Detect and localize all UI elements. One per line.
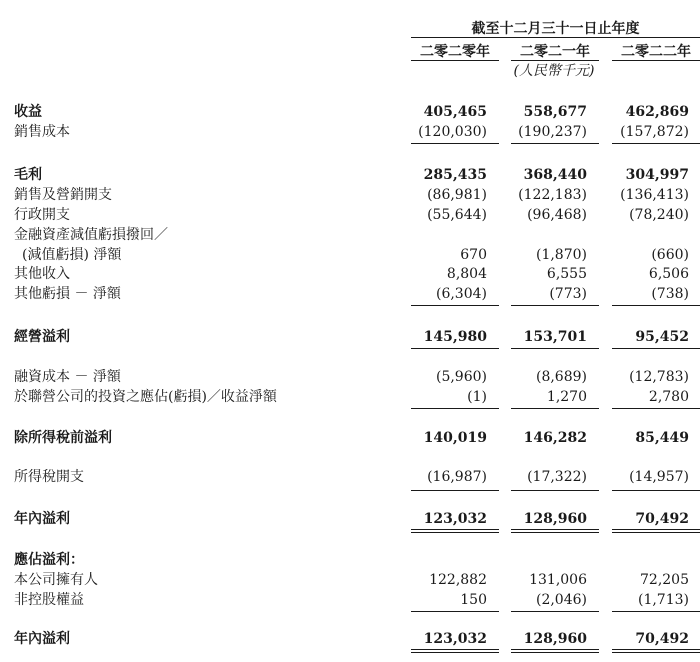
row-label: 金融資產減值虧損撥回／ (14, 227, 168, 243)
year-underline (411, 60, 499, 61)
cell-value: (1,713) (637, 592, 689, 608)
table-row (0, 185, 700, 205)
cell-value: (157,872) (620, 124, 689, 140)
header-rule (411, 37, 700, 38)
column-header-period: 截至十二月三十一日止年度 (471, 21, 640, 37)
underline (612, 305, 700, 306)
cell-value: (1,870) (535, 247, 587, 263)
cell-value: 462,869 (625, 104, 689, 120)
cell-value: 122,882 (429, 572, 487, 588)
cell-value: 405,465 (423, 104, 487, 120)
cell-value: (5,960) (435, 369, 487, 385)
cell-value: (12,783) (629, 369, 689, 385)
cell-value: 70,492 (635, 631, 689, 647)
table-row (0, 367, 700, 387)
underline (411, 408, 499, 409)
underline (511, 348, 599, 349)
cell-value: 304,997 (625, 167, 689, 183)
cell-value: (14,957) (629, 469, 689, 485)
underline (511, 611, 599, 612)
cell-value: 123,032 (423, 631, 487, 647)
cell-value: (6,304) (435, 286, 487, 302)
underline (511, 490, 599, 491)
cell-value: 128,960 (523, 631, 587, 647)
cell-value: 2,780 (648, 389, 689, 405)
table-row (0, 590, 700, 610)
double-underline (511, 529, 599, 533)
underline (511, 408, 599, 409)
cell-value: 128,960 (523, 511, 587, 527)
underline (411, 348, 499, 349)
double-underline (411, 529, 499, 533)
double-underline (411, 649, 499, 653)
underline (612, 490, 700, 491)
cell-value: (8,689) (535, 369, 587, 385)
cell-value: 150 (460, 592, 487, 608)
cell-value: (190,237) (518, 124, 587, 140)
row-label: 銷售及營銷開支 (14, 187, 112, 203)
cell-value: (55,644) (427, 207, 487, 223)
cell-value: (17,322) (527, 469, 587, 485)
cell-value: 285,435 (423, 167, 487, 183)
row-label: (減值虧損) 淨額 (22, 247, 122, 263)
underline (411, 143, 499, 144)
cell-value: 123,032 (423, 511, 487, 527)
cell-value: 131,006 (529, 572, 587, 588)
row-label: 本公司擁有人 (14, 572, 98, 588)
cell-value: (16,987) (427, 469, 487, 485)
underline (612, 408, 700, 409)
row-label: 年內溢利 (14, 511, 70, 527)
table-row (0, 467, 700, 487)
underline (411, 305, 499, 306)
unit-label: (人民幣千元) (513, 63, 595, 79)
cell-value: 1,270 (546, 389, 587, 405)
row-label: 所得稅開支 (14, 469, 84, 485)
row-label: 銷售成本 (14, 124, 70, 140)
year-header-2022: 二零二二年 (621, 44, 691, 60)
row-label: 於聯營公司的投資之應佔(虧損)／收益淨額 (14, 389, 277, 405)
table-row (0, 509, 700, 529)
table-row (0, 245, 700, 265)
table-row (0, 550, 700, 570)
table-row (0, 428, 700, 448)
cell-value: (660) (651, 247, 689, 263)
table-row (0, 327, 700, 347)
year-header-2020: 二零二零年 (420, 44, 490, 60)
cell-value: (120,030) (418, 124, 487, 140)
cell-value: 140,019 (423, 430, 487, 446)
row-label: 非控股權益 (14, 592, 84, 608)
double-underline (612, 649, 700, 653)
cell-value: (773) (549, 286, 587, 302)
table-row (0, 264, 700, 284)
underline (612, 611, 700, 612)
cell-value: (136,413) (620, 187, 689, 203)
table-row (0, 284, 700, 304)
cell-value: (78,240) (629, 207, 689, 223)
table-row (0, 122, 700, 142)
cell-value: 6,555 (546, 266, 587, 282)
cell-value: 8,804 (446, 266, 487, 282)
cell-value: 153,701 (523, 329, 587, 345)
underline (612, 348, 700, 349)
cell-value: (86,981) (427, 187, 487, 203)
double-underline (511, 649, 599, 653)
cell-value: 558,677 (523, 104, 587, 120)
underline (411, 490, 499, 491)
row-label: 除所得稅前溢利 (14, 430, 112, 446)
row-label: 經營溢利 (14, 329, 70, 345)
cell-value: 670 (460, 247, 487, 263)
underline (411, 611, 499, 612)
table-row (0, 629, 700, 649)
cell-value: 95,452 (635, 329, 689, 345)
cell-value: 368,440 (523, 167, 587, 183)
cell-value: 145,980 (423, 329, 487, 345)
table-row (0, 205, 700, 225)
row-label: 融資成本 － 淨額 (14, 369, 121, 385)
table-row (0, 225, 700, 245)
underline (511, 305, 599, 306)
table-row (0, 570, 700, 590)
cell-value: (122,183) (518, 187, 587, 203)
table-row (0, 387, 700, 407)
row-label: 行政開支 (14, 207, 70, 223)
year-underline (612, 60, 700, 61)
row-label: 年內溢利 (14, 631, 70, 647)
cell-value: 70,492 (635, 511, 689, 527)
row-label: 毛利 (14, 167, 42, 183)
cell-value: (2,046) (535, 592, 587, 608)
cell-value: 72,205 (640, 572, 689, 588)
underline (612, 143, 700, 144)
table-row (0, 102, 700, 122)
row-label: 收益 (14, 104, 42, 120)
cell-value: 85,449 (635, 430, 689, 446)
cell-value: (738) (651, 286, 689, 302)
year-header-2021: 二零二一年 (520, 44, 590, 60)
cell-value: (96,468) (527, 207, 587, 223)
row-label: 應佔溢利： (14, 552, 84, 568)
row-label: 其他虧損 － 淨額 (14, 286, 121, 302)
underline (511, 143, 599, 144)
table-row (0, 165, 700, 185)
cell-value: 146,282 (523, 430, 587, 446)
double-underline (612, 529, 700, 533)
cell-value: (1) (467, 389, 487, 405)
cell-value: 6,506 (648, 266, 689, 282)
row-label: 其他收入 (14, 266, 70, 282)
